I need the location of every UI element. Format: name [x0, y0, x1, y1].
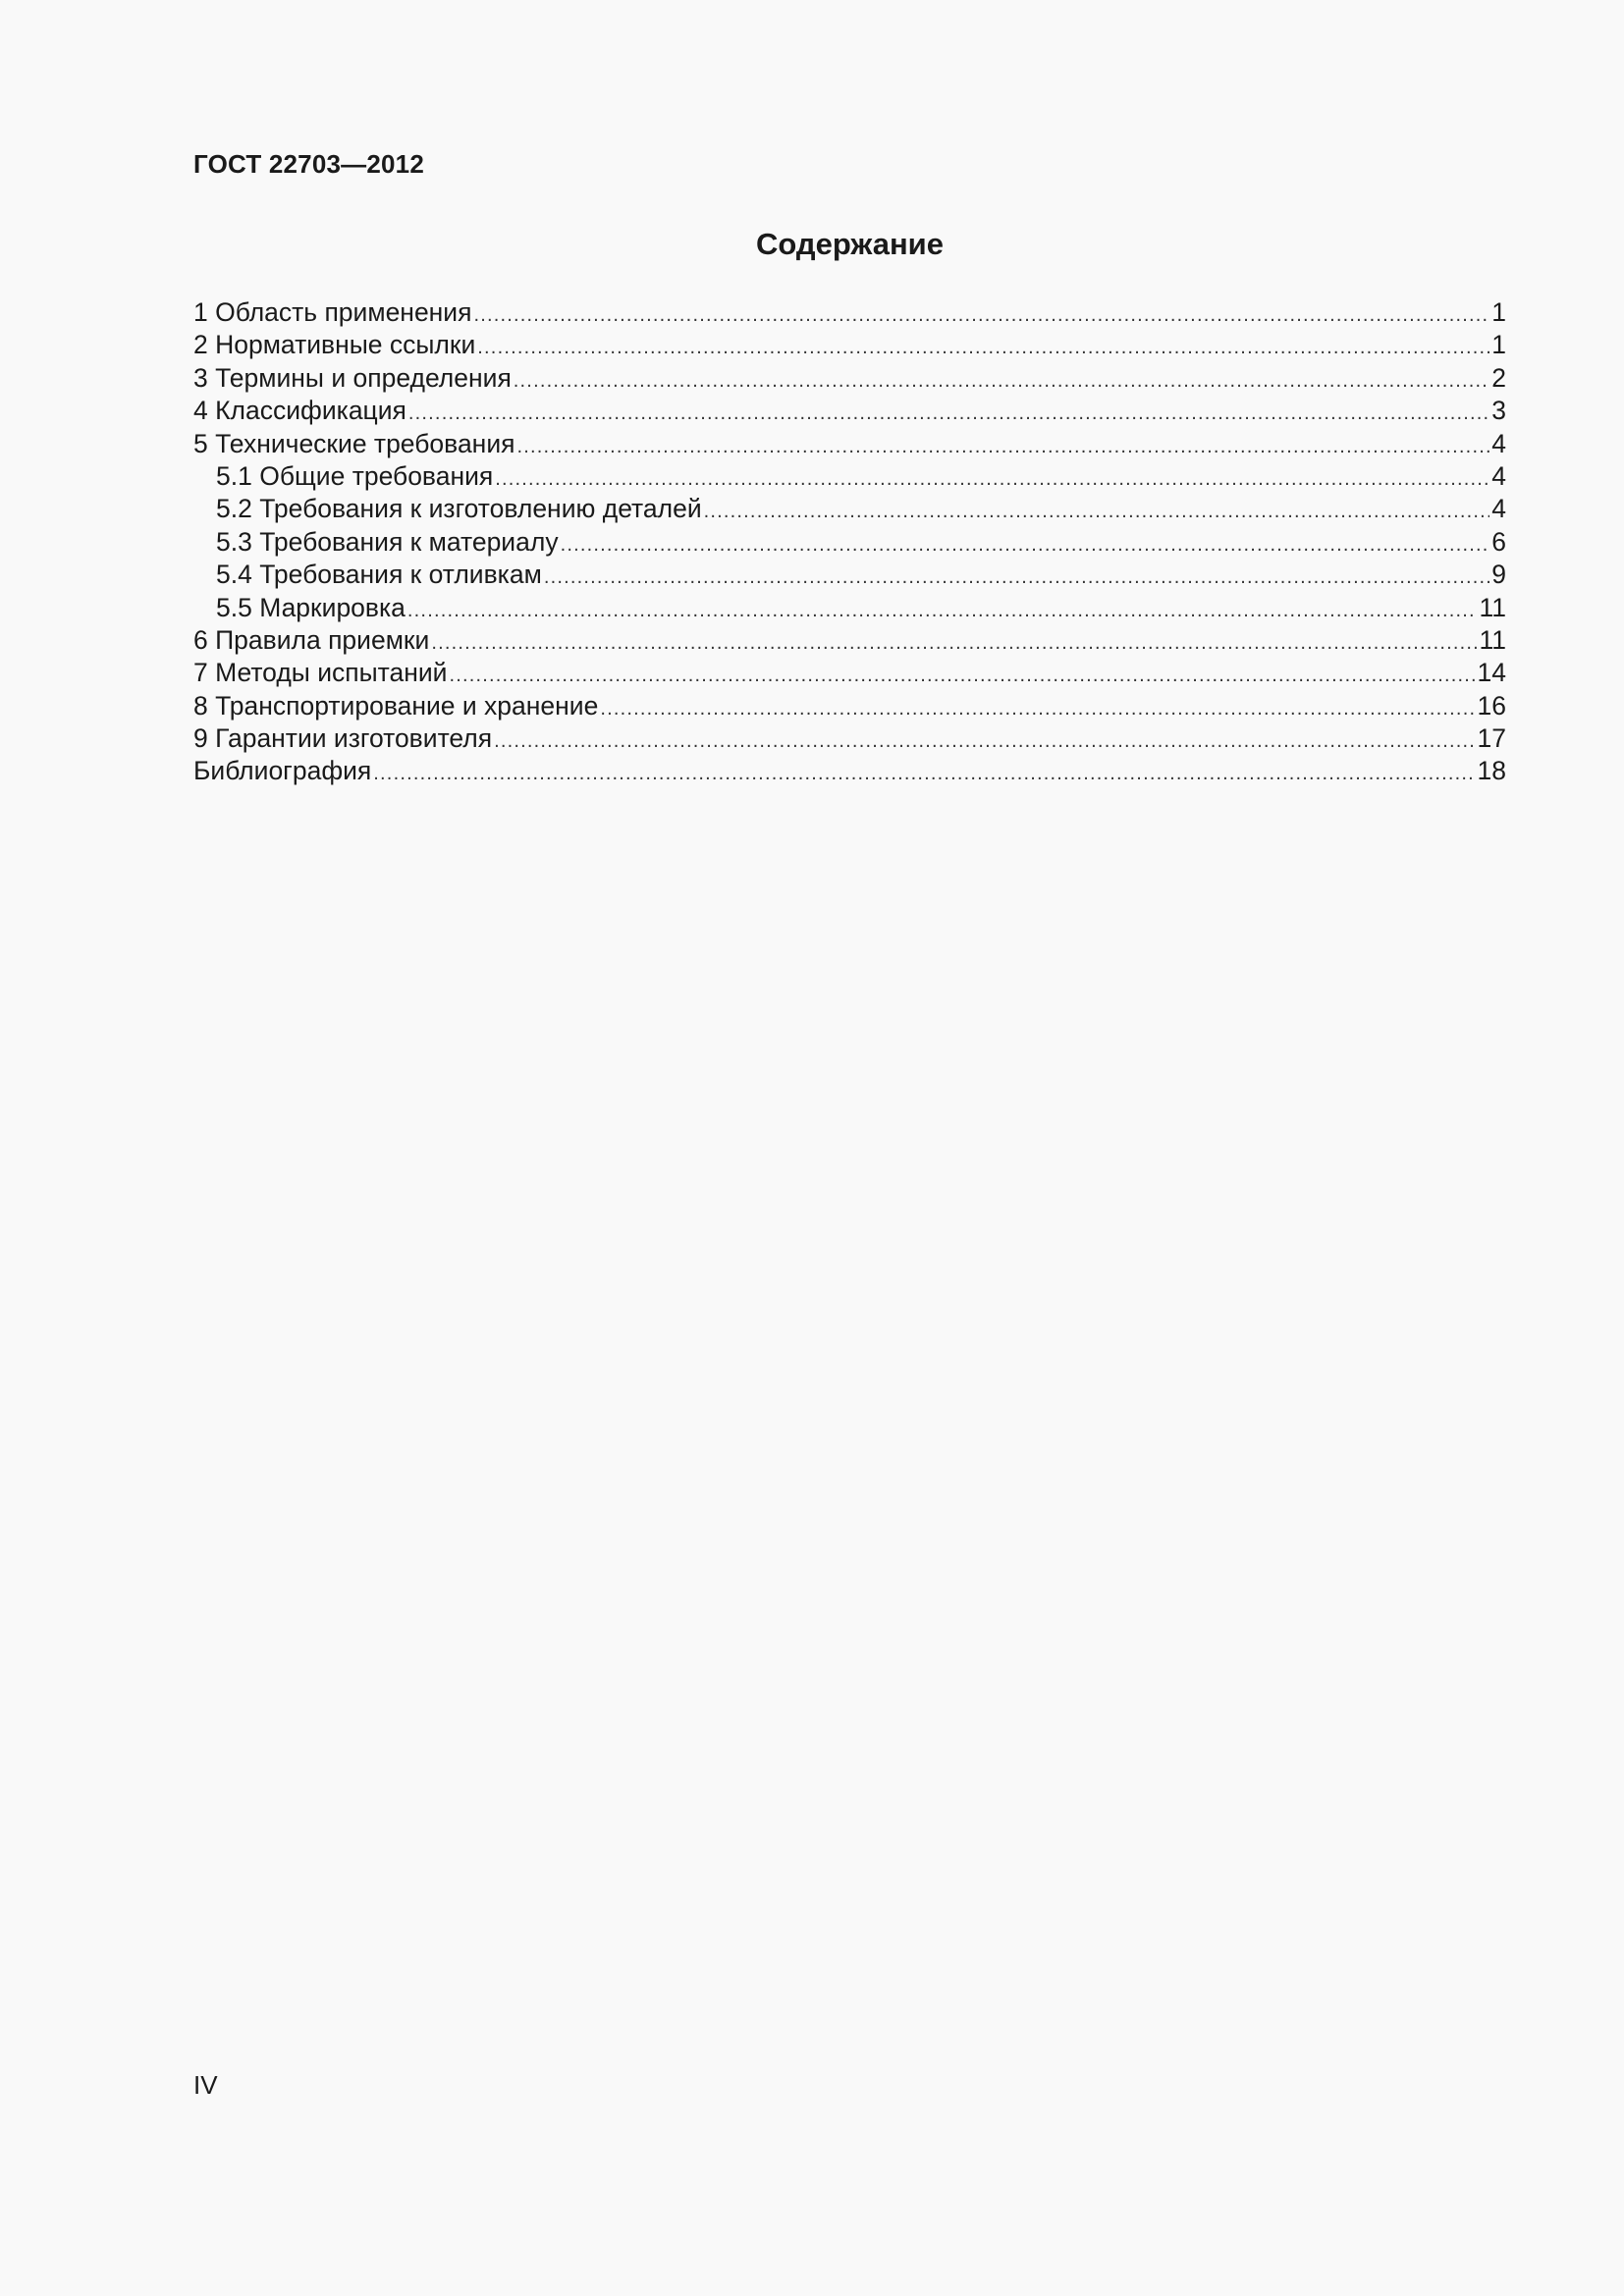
toc-entry[interactable] [193, 395, 1506, 427]
toc-leader-dots [600, 693, 1475, 725]
toc-entry-text: 3 Термины и определения [193, 362, 512, 393]
toc-leader-dots [494, 725, 1475, 758]
toc-subentry[interactable] [193, 559, 1506, 591]
toc-leader-dots [544, 561, 1489, 594]
table-of-contents [193, 296, 1506, 788]
toc-leader-dots [373, 758, 1475, 790]
toc-entry-page: 9 [1491, 560, 1506, 590]
toc-entry-text: 5.4 Требования к отливкам [216, 560, 542, 590]
toc-entry[interactable] [193, 657, 1506, 689]
toc-entry[interactable] [193, 296, 1506, 329]
toc-entry-page: 14 [1477, 658, 1506, 688]
toc-leader-dots [477, 332, 1489, 364]
toc-entry-text: 5.2 Требования к изготовлению деталей [216, 494, 702, 524]
toc-subentry[interactable] [193, 526, 1506, 559]
toc-entry-text: 6 Правила приемки [193, 624, 430, 655]
toc-entry-page: 11 [1479, 592, 1506, 622]
toc-entry-page: 18 [1477, 756, 1506, 786]
toc-entry-page: 4 [1491, 428, 1506, 458]
toc-leader-dots [408, 398, 1489, 430]
toc-leader-dots [431, 627, 1477, 660]
toc-entry[interactable] [193, 624, 1506, 657]
toc-entry-page: 4 [1491, 460, 1506, 491]
toc-entry-text: 5.3 Требования к материалу [216, 526, 559, 557]
toc-leader-dots [407, 595, 1478, 627]
toc-entry-text: 5 Технические требования [193, 428, 515, 458]
toc-title: Содержание [756, 227, 944, 261]
toc-entry[interactable] [193, 722, 1506, 755]
toc-entry-text: 2 Нормативные ссылки [193, 330, 476, 360]
toc-entry-page: 6 [1491, 526, 1506, 557]
toc-leader-dots [704, 496, 1490, 528]
toc-entry[interactable] [193, 690, 1506, 722]
toc-entry-page: 11 [1479, 624, 1506, 655]
toc-entry-text: 1 Область применения [193, 297, 472, 327]
toc-leader-dots [473, 299, 1489, 332]
toc-leader-dots [516, 431, 1489, 463]
toc-entry-text: 7 Методы испытаний [193, 658, 448, 688]
toc-entry-text: 9 Гарантии изготовителя [193, 723, 493, 754]
document-code-header: ГОСТ 22703—2012 [193, 149, 424, 179]
toc-entry-page: 2 [1491, 362, 1506, 393]
toc-subentry[interactable] [193, 460, 1506, 493]
toc-leader-dots [561, 529, 1490, 561]
page-number: IV [193, 2070, 218, 2100]
toc-subentry[interactable] [193, 493, 1506, 525]
toc-leader-dots [514, 365, 1489, 398]
toc-leader-dots [495, 463, 1489, 496]
toc-entry[interactable] [193, 362, 1506, 395]
toc-leader-dots [449, 660, 1475, 692]
toc-entry[interactable] [193, 428, 1506, 460]
toc-entry-text: 5.1 Общие требования [216, 460, 494, 491]
toc-entry-page: 1 [1491, 330, 1506, 360]
toc-entry[interactable] [193, 755, 1506, 787]
toc-entry-text: 4 Классификация [193, 396, 406, 426]
toc-entry-page: 16 [1477, 690, 1506, 721]
toc-entry-page: 17 [1477, 723, 1506, 754]
toc-subentry[interactable] [193, 592, 1506, 624]
toc-entry-text: 5.5 Маркировка [216, 592, 406, 622]
toc-entry[interactable] [193, 329, 1506, 361]
toc-entry-page: 1 [1491, 297, 1506, 327]
toc-entry-text: 8 Транспортирование и хранение [193, 690, 599, 721]
toc-entry-page: 3 [1491, 396, 1506, 426]
toc-entry-text: Библиография [193, 756, 372, 786]
toc-entry-page: 4 [1491, 494, 1506, 524]
